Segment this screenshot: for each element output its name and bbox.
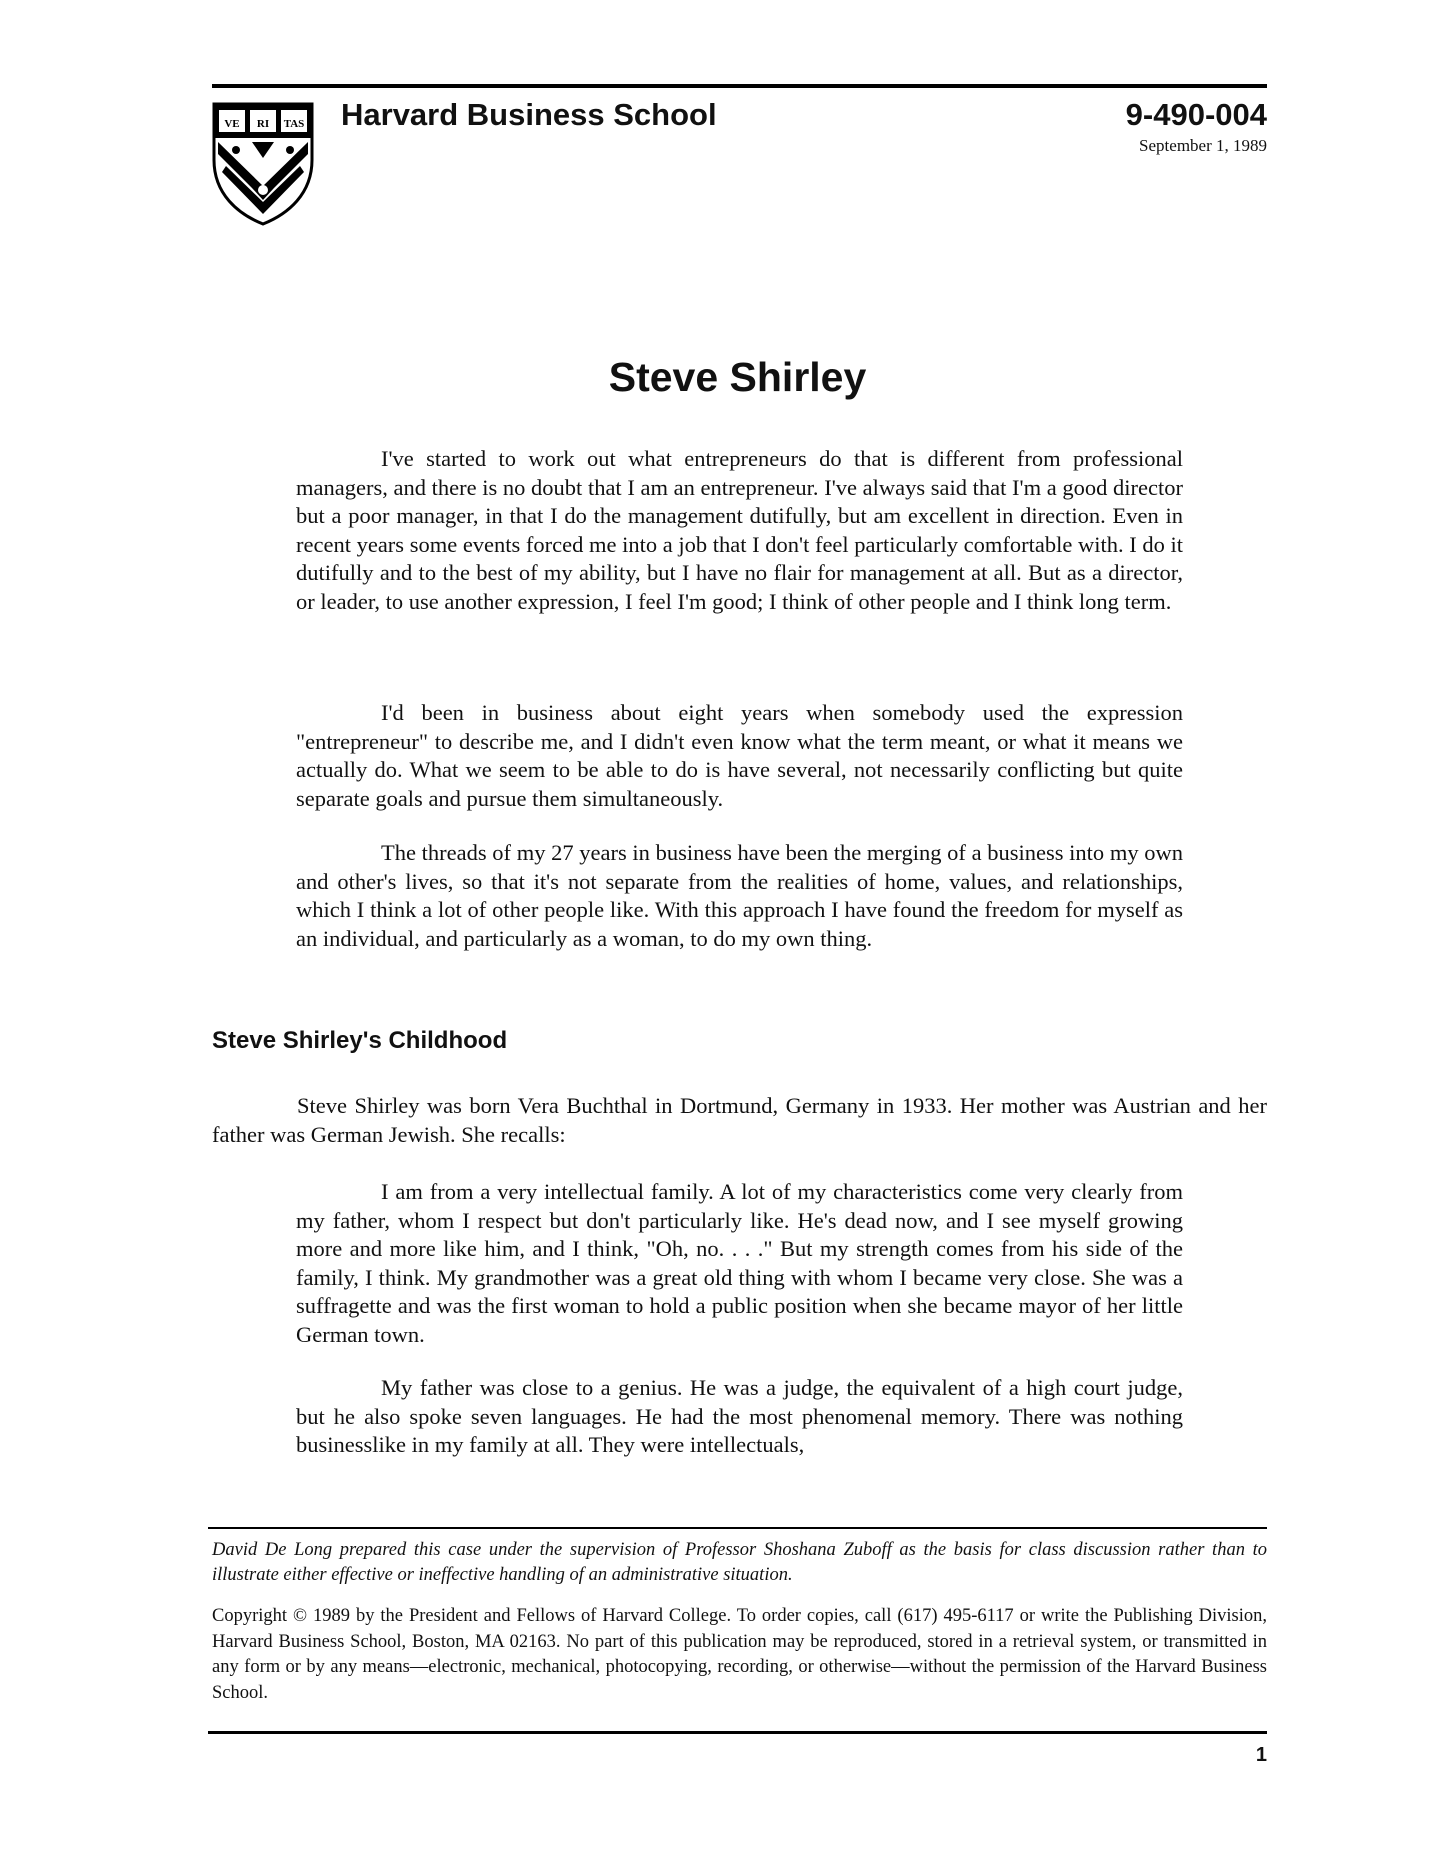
authorship-note: David De Long prepared this case under the supervision of Professor Shoshana Zuboff as the basis for class discussion rather than to illustrate either effective or ineffective handling of an administrative situation.	[212, 1540, 1267, 1585]
opening-quote-paragraph: The threads of my 27 years in business have been the merging of a business into my own and other's lives, so that it's not separate from the realities of home, values, and relationships, which I think a lot of other people like. With this approach I have found the freedom for myself as an individual, and particularly as a woman, to do my own thing.	[296, 840, 1183, 951]
copyright-notice: Copyright © 1989 by the President and Fellows of Harvard College. To order copies, call (617) 495-6117 or write the Publishing Division, Harvard Business School, Boston, MA 02163. No part of this publication may be reproduced, stored in a retrieval system, or transmitted in any form or by any means—electronic, mechanical, photocopying, recording, or otherwise—without the permission of the Harvard Business School.	[212, 1606, 1267, 1703]
header-rule	[212, 84, 1267, 88]
shield-letters-tas: TAS	[283, 118, 305, 130]
opening-quote-paragraph: I'd been in business about eight years when somebody used the expression "entrepreneur" to describe me, and I didn't even know what the term meant, or what it means we actually do. What we seem to be able to do is have several, not necessarily conflicting but quite separate goals and pursue them simultaneously.	[296, 700, 1183, 811]
footnote-rule	[208, 1527, 1267, 1529]
hbs-shield-icon	[212, 102, 314, 226]
shield-letters-ri: RI	[256, 118, 270, 130]
opening-quote-paragraph: I've started to work out what entrepreneurs do that is different from professional managers, and there is no doubt that I am an entrepreneur. I've always said that I'm a good director but a poor manager, in that I do the management dutifully, but am excellent in direction. Even in recent years some events forced me into a job that I don't feel particularly comfortable with. I do it dutifully and to the best of my ability, but I have no flair for management at all. But as a director, or leader, to use another expression, I feel I'm good; I think of other people and I think long term.	[296, 446, 1183, 614]
footer-rule	[208, 1731, 1267, 1734]
childhood-quote-paragraph: I am from a very intellectual family. A lot of my characteristics come very clearly from my father, whom I respect but don't particularly like. He's dead now, and I see myself growing more and more like him, and I think, "Oh, no. . . ." But my strength comes from his side of the family, I think. My grandmother was a great old thing with whom I became very close. She was a suffragette and was the first woman to hold a public position when she became mayor of her little German town.	[296, 1179, 1183, 1347]
page-title: Steve Shirley	[608, 354, 867, 400]
body-paragraph: Steve Shirley was born Vera Buchthal in Dortmund, Germany in 1933. Her mother was Austrian and her father was German Jewish. She recalls:	[212, 1093, 1267, 1147]
section-heading: Steve Shirley's Childhood	[212, 1027, 508, 1054]
shield-letters-ve: VE	[224, 118, 240, 130]
school-name: Harvard Business School	[341, 97, 717, 132]
case-date: September 1, 1989	[1139, 136, 1267, 155]
childhood-quote-paragraph: My father was close to a genius. He was a judge, the equivalent of a high court judge, but he also spoke seven languages. He had the most phenomenal memory. There was nothing businesslike in my family at all. They were intellectuals,	[296, 1375, 1183, 1458]
case-number: 9-490-004	[1125, 97, 1267, 132]
page-number: 1	[1255, 1744, 1267, 1766]
